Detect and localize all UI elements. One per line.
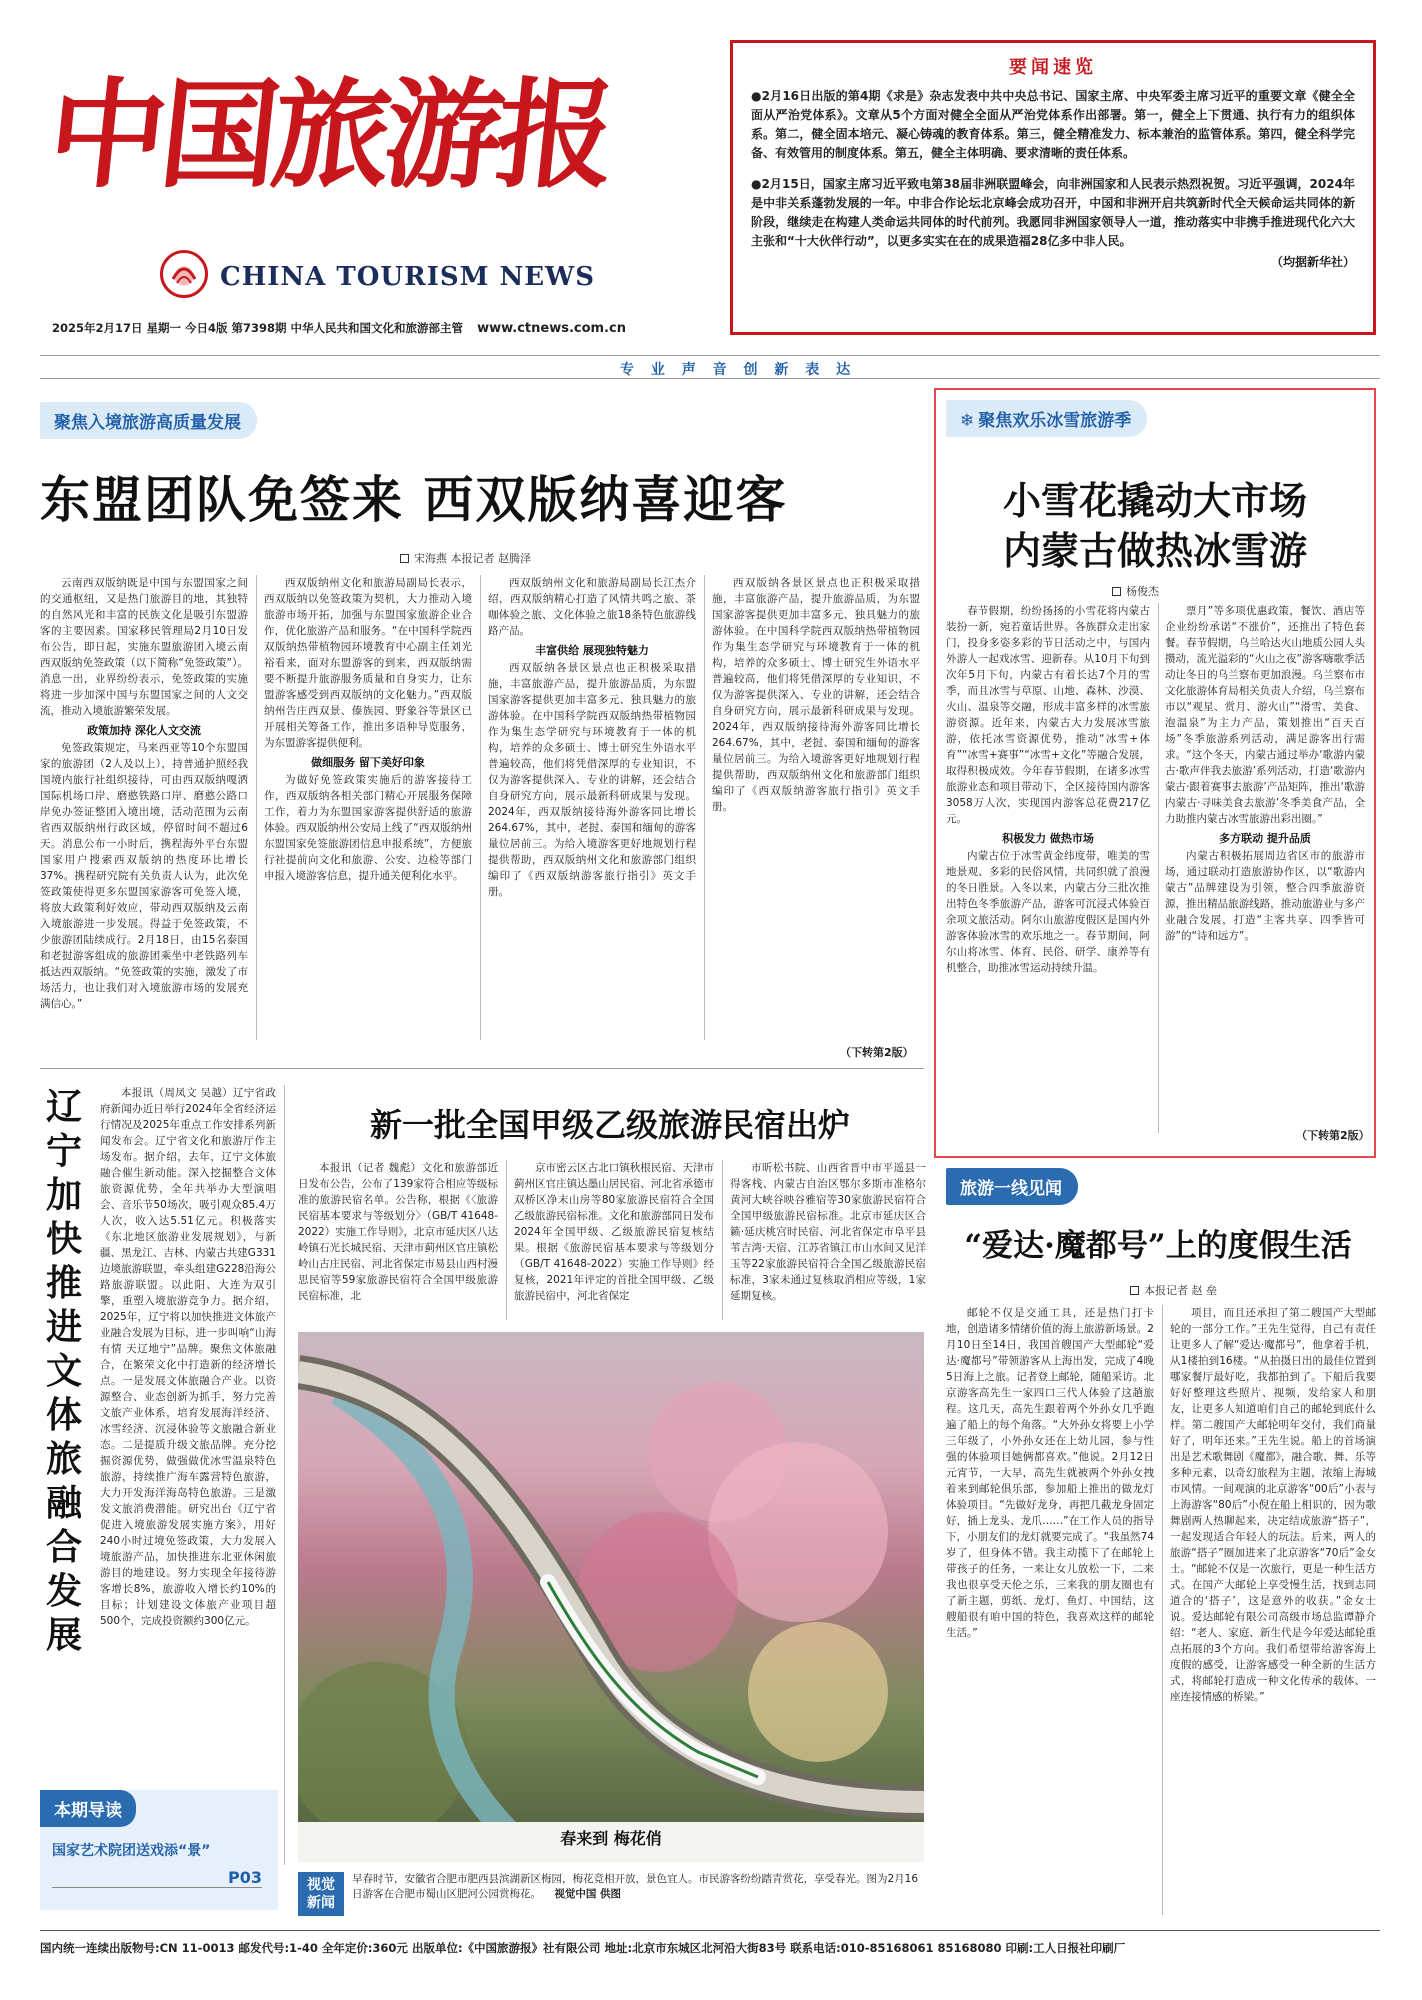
homestay-col1-para: 本报讯（记者 魏彪）文化和旅游部近日发布公告，公布了139家符合相应等级标准的旅游民宿名单。公告称，根据《〈旅游民宿基本要求与等级划分〉（GB/T 41648-2022）实施工作导则》，北京市延庆区八达岭镇石光长城民宿、天津市蓟州区官庄镇松岭山古庄民宿、河北省保定市易县山西村漫思民宿等59家旅游民宿符合全国甲级旅游民宿标准，北 bbox=[298, 1162, 498, 1302]
lead-col2b-para: 为做好免签政策实施后的游客接待工作，西双版纳各相关部门精心开展服务保障工作，着力为东盟国家游客提供舒适的旅游体验。西双版纳州公安局上线了“西双版纳州东盟国家免签旅游团信息申报系统”，方便旅行社提前向文化和旅游、公安、边检等部门申报入境游客信息，提升通关便利化水平。 bbox=[264, 774, 472, 882]
homestay-col-1 bbox=[298, 1160, 498, 1320]
homestay-col-2 bbox=[514, 1160, 714, 1320]
masthead-title: 中国旅游报 bbox=[41, 65, 617, 204]
homestay-col-3 bbox=[730, 1160, 926, 1320]
guide-title: 本期导读 bbox=[40, 1790, 136, 1827]
footer-rule bbox=[40, 1930, 1380, 1931]
lead-col2-para: 西双版纳州文化和旅游局副局长表示，西双版纳以免签政策为契机，大力推动入境旅游市场开拓，加强与东盟国家旅游企业合作，优化旅游产品和服务。“在中国科学院西双版纳热带植物园环境教育中心副主任刘光裕看来，面对东盟游客的到来，西双版纳需要不断提升旅游服务质量和自身实力，让东盟游客感受到西双版纳的文化魅力。”西双版纳州告庄西双景、傣族园、野象谷等景区已开展相关筹备工作，推出多语种导览服务，为东盟游客提供便利。 bbox=[264, 577, 472, 749]
photo-caption bbox=[352, 1872, 922, 1902]
headlines-box bbox=[730, 40, 1376, 335]
lead-headline: 东盟团队免签来 西双版纳喜迎客 bbox=[40, 470, 788, 529]
rule bbox=[704, 575, 705, 1040]
lead-subhead-3: 丰富供给 展现独特魅力 bbox=[535, 644, 649, 657]
liaoning-headline: 辽宁加快推进文体旅融合发展 bbox=[46, 1086, 83, 1656]
liaoning-text bbox=[100, 1085, 276, 1745]
rule bbox=[480, 575, 481, 1040]
masthead-dateline bbox=[52, 320, 626, 336]
photo-illustration bbox=[298, 1332, 924, 1862]
lead-col3b-para: 西双版纳各景区景点也正积极采取措施，丰富旅游产品，提升旅游品质，为东盟国家游客提供更加丰富多元、独具魅力的旅游体验。在中国科学院西双版纳热带植物园作为集生态学研究与环境教育于一体的机构，培养的众多硕士、博士研究生外语水平普遍较高，他们将凭借深厚的专业知识，不仅为游客提供深入、专业的讲解，还会结合自身研究方向，展示最新科研成果与发现。2024年，西双版纳接待海外游客同比增长264.67%，其中，老挝、泰国和缅甸的游客量位居前三。为给入境游客更好地规划行程提供帮助，西双版纳州文化和旅游部门组织编印了《西双版纳游客旅行指引》英文手册。 bbox=[488, 662, 696, 898]
divider bbox=[40, 1068, 924, 1069]
lead-col3-para: 西双版纳州文化和旅游局副局长江杰介绍，西双版纳精心打造了风情共鸣之旅、茶咖体验之旅、文化体验之旅18条特色旅游线路产品。 bbox=[488, 577, 696, 637]
rule bbox=[1158, 603, 1159, 1133]
masthead-logo bbox=[160, 250, 208, 298]
snow-col2b-para: 内蒙古积极拓展周边省区市的旅游市场，通过联动打造旅游协作区，以“歌游内蒙古”品牌建设为引领，整合四季旅游资源，推出精品旅游线路，推动旅游业与多产业融合发展，打造“主客共享、四季皆可游”的“诗和远方”。 bbox=[1165, 850, 1365, 942]
ship-col-2 bbox=[1170, 1305, 1376, 1915]
snow-col1b-para: 内蒙古位于冰雪黄金纬度带，唯美的雪地景观、多彩的民俗风情，共同织就了浪漫的冬日胜景。入冬以来，内蒙古分三批次推出特色冬季旅游产品，游客可沉浸式体验百余项文旅活动。阿尔山旅游度假区是国内外游客体验冰雪的欢乐地之一。春节期间，阿尔山将冰雪、体育、民俗、研学、康养等有机整合，助推冰雪运动持续升温。 bbox=[946, 850, 1150, 974]
snow-col2-para: 票月”等多项优惠政策，餐饮、酒店等企业纷纷承诺“不涨价”，还推出了特色套餐。春节假期，乌兰哈达火山地质公园人头攒动，流光溢彩的“火山之夜”游客嗨歌季活动让冬日的乌兰察布更加浪漫。乌兰察布市文化旅游体育局相关负责人介绍，乌兰察布市以“观星、赏月、游火山”“滑雪、美食、泡温泉”为主力产品，策划推出“百天百场”冬季旅游系列活动，满足游客出行需求。“这个冬天，内蒙古通过举办‘歌游内蒙古·歌声伴我去旅游’系列活动，打造‘歌游内蒙古·跟着赛事去旅游’产品矩阵，推出‘歌游内蒙古·寻味美食去旅游’冬季美食产品，全力助推内蒙古冰雪旅游出彩出圈。” bbox=[1165, 605, 1365, 825]
guide-page[interactable] bbox=[52, 1868, 262, 1888]
headlines-item-2: ●2月15日，国家主席习近平致电第38届非洲联盟峰会，向非洲国家和人民表示热烈祝贺。习近平强调，2024年是中非关系蓬勃发展的一年。中非合作论坛北京峰会成功召开，中国和非洲开启共筑新时代全天候命运共同体的新阶段，继续走在构建人类命运共同体的时代前列。我愿同非洲国家领导人一道，推动落实中非携手推进现代化六大主张和“十大伙伴行动”，以更多实实在在的成果造福28亿多中非人民。 bbox=[751, 177, 1355, 248]
slogan-strip bbox=[40, 355, 1380, 379]
snow-subhead-1: 积极发力 做热市场 bbox=[1002, 832, 1094, 845]
snow-col-1 bbox=[946, 603, 1150, 1133]
photo-caption-title: 春来到 梅花俏 bbox=[560, 1829, 662, 1848]
lead-col-1 bbox=[40, 575, 248, 1040]
lead-byline bbox=[400, 550, 531, 566]
ship-byline bbox=[1130, 1282, 1217, 1298]
footer-info: 国内统一连续出版物号:CN 11-0013 邮发代号:1-40 全年定价:360元 出版单位:《中国旅游报》社有限公司 地址:北京市东城区北河沿大街83号 联系电话:010-85168061 85168080 印刷:工人日报社印刷厂 bbox=[40, 1941, 1126, 1955]
snow-col-2 bbox=[1165, 603, 1365, 1123]
dateline-text: 2025年2月17日 星期一 今日4版 第7398期 中华人民共和国文化和旅游部主管 bbox=[52, 321, 464, 335]
snow-continued[interactable]: （下转第2版） bbox=[1296, 1129, 1370, 1142]
guide-item[interactable]: 国家艺术院团送戏添“景” bbox=[52, 1843, 211, 1859]
lead-continued[interactable]: （下转第2版） bbox=[840, 1046, 914, 1059]
liaoning-para: 本报讯（周凤文 吴越）辽宁省政府新闻办近日举行2024年全省经济运行情况及2025年重点工作安排系列新闻发布会。辽宁省文化和旅游厅作主场发布。据介绍，去年，辽宁文体旅融合催生新动能。深入挖掘整合文体旅资源优势，全年共举办大型演唱会、音乐节50场次，吸引观众85.4万人次，收入达5.51亿元。积极落实《东北地区旅游业发展规划》，与新疆、黑龙江、吉林、内蒙古共建G331边境旅游联盟，牵头组建G228沿海公路旅游联盟。以此阳、大连为双引擎，重塑入境旅游竞争力。据介绍，2025年，辽宁将以加快推进文体旅产业融合发展为目标，进一步叫响“山海有情 天辽地宁”品牌。聚焦文体旅融合，在繁荣文化中打造新的经济增长点。一是发展文体旅融合产业。以资源整合、业态创新为抓手，努力完善文旅产业体系，培育发展海洋经济、冰雪经济、沉浸体验等文旅融合新业态。二是提质升级文旅品牌。充分挖掘资源优势，做强做优冰雪温泉特色旅游，持续推广海车露营特色旅游，大力开发海洋海岛特色旅游。三是激发文旅消费潜能。研究出台《辽宁省促进入境旅游发展实施方案》，用好240小时过境免签政策，大力发展入境旅游产品，加快推进东北亚休闲旅游目的地建设。努力实现全年接待游客增长8%，旅游收入增长约10%的目标；计划建设文体旅产业项目超500个，完成投资额约300亿元。 bbox=[100, 1087, 276, 1627]
section-tag-inbound: 聚焦入境旅游高质量发展 bbox=[40, 402, 257, 439]
lead-subhead-2: 做细服务 留下美好印象 bbox=[311, 756, 425, 769]
snow-byline bbox=[1112, 583, 1159, 599]
homestay-col2-para: 京市密云区古北口镇秋根民宿、天津市蓟州区官庄镇达墨山居民宿、河北省承德市双桥区净末山房等80家旅游民宿符合全国乙级旅游民宿标准。文化和旅游部同日发布2024年全国甲级、乙级旅游民宿复核结果。根据《旅游民宿基本要求与等级划分（GB/T 41648-2022）实施工作导则》经复核，2021年评定的首批全国甲级、乙级旅游民宿中，河北省保定 bbox=[514, 1162, 714, 1302]
rule bbox=[506, 1160, 507, 1320]
photo-credit: 视觉中国 供图 bbox=[554, 1888, 621, 1900]
ship-byline-text: 本报记者 赵 垒 bbox=[1144, 1284, 1217, 1297]
logo-swirl-icon bbox=[163, 253, 205, 295]
headlines-box-title: 要闻速览 bbox=[1009, 57, 1097, 78]
lead-col-3 bbox=[488, 575, 696, 1040]
snow-section-label: 聚焦欢乐冰雪旅游季 bbox=[978, 411, 1132, 431]
snow-col1-para: 春节假期，纷纷扬扬的小雪花将内蒙古装扮一新，宛若童话世界。各族群众走出家门，投身多姿多彩的节日活动之中，与国内外游人一起戏冰雪、迎新春。从10月下旬到次年5月下旬，内蒙古有着长达7个月的雪季，而且冰雪与草原、山地、森林、沙漠、火山、温泉等交融，形成丰富多样的冰雪旅游资源。近年来，内蒙古大力发展冰雪旅游，依托冰雪资源优势，推动“冰雪+体育”“冰雪+赛事”“冰雪+文化”等融合发展，取得积极成效。今年春节假期，在诸多冰雪旅游业态和项目带动下，全区接待国内游客3058万人次，实现国内游客总花费217亿元。 bbox=[946, 605, 1150, 825]
headlines-source: （均据新华社） bbox=[1270, 255, 1355, 269]
ship-col1-para: 邮轮不仅是交通工具，还是热门打卡地，创造诸多情绪价值的海上旅游新场景。2月10日至14日，我国首艘国产大型邮轮“爱达·魔都号”带领游客从上海出发，完成了4晚5日海上之旅。记者登上邮轮，随船采访。北京游客高先生一家四口三代人体验了这趟旅程。这几天，高先生跟着两个外孙女几乎跑遍了船上的每个角落。“大外孙女将要上小学三年级了，小外孙女还在上幼儿园，参与性强的体验项目她俩都喜欢。”他说。2月12日元宵节，一大早，高先生就被两个外孙女拽着来到邮轮俱乐部，参加船上推出的做龙灯体验项目。“先做好龙身，再把几截龙身固定好，插上龙头、龙爪……”在工作人员的指导下，小朋友们的龙灯就要完成了。“我虽然74岁了，但身体不错。我主动揽下了在邮轮上带孩子的任务，一来让女儿放松一下，二来我也很享受天伦之乐，三来我的朋友圈也有了新主题，剪纸、龙灯、鱼灯、中国结，这艘船很有咱中国的特色，我喜欢这样的邮轮生活。” bbox=[946, 1307, 1154, 1639]
news-photo bbox=[298, 1332, 924, 1862]
lead-col1-para: 云南西双版纳既是中国与东盟国家之间的交通枢纽，又是热门旅游目的地，其独特的自然风光和丰富的民族文化是吸引东盟游客的主要因素。国家移民管理局2月10日发布公告，即日起，实施东盟旅游团入境云南西双版纳免签政策（以下简称“免签政策”）。消息一出，业界纷纷表示，免签政策的实施将进一步加深中国与东盟国家之间的人文交流，推动入境旅游繁荣发展。 bbox=[40, 577, 248, 717]
lead-subhead-1: 政策加持 深化人文交流 bbox=[87, 724, 201, 737]
snow-headline-1: 小雪花撬动大市场 bbox=[1002, 478, 1307, 523]
snow-byline-text: 杨俊杰 bbox=[1126, 585, 1159, 598]
section-tag-frontline: 旅游一线见闻 bbox=[946, 1168, 1078, 1205]
masthead-english: CHINA TOURISM NEWS bbox=[220, 262, 596, 292]
ship-headline: “爱达·魔都号”上的度假生活 bbox=[964, 1228, 1352, 1264]
homestay-headline: 新一批全国甲级乙级旅游民宿出炉 bbox=[369, 1106, 850, 1144]
headlines-item-1: ●2月16日出版的第4期《求是》杂志发表中共中央总书记、国家主席、中央军委主席习近平的重要文章《健全全面从严治党体系》。文章从5个方面对健全全面从严治党体系作出部署。第一，健全上下贯通、执行有力的组织体系。第二，健全固本培元、凝心铸魂的教育体系。第三，健全精准发力、标本兼治的监管体系。第四，健全科学完备、有效管用的制度体系。第五，健全主体明确、要求清晰的责任体系。 bbox=[751, 89, 1355, 160]
lead-col4-para: 西双版纳各景区景点也正积极采取措施，丰富旅游产品，提升旅游品质，为东盟国家游客提供更加丰富多元、独具魅力的旅游体验。在中国科学院西双版纳热带植物园作为集生态学研究与环境教育于一体的机构，培养的众多硕士、博士研究生外语水平普遍较高，他们将凭借深厚的专业知识，不仅为游客提供深入、专业的讲解，还会结合自身研究方向，展示最新科研成果与发现。2024年，西双版纳接待海外游客同比增长264.67%，其中，老挝、泰国和缅甸的游客量位居前三。为给入境游客更好地规划行程提供帮助，西双版纳州文化和旅游部门组织编印了《西双版纳游客旅行指引》英文手册。 bbox=[712, 577, 920, 813]
lead-col-4 bbox=[712, 575, 920, 1040]
lead-col-2 bbox=[264, 575, 472, 1040]
lead-byline-text: 宋海燕 本报记者 赵腾泽 bbox=[414, 552, 531, 565]
slogan-text: 专 业 声 音 创 新 表 达 bbox=[620, 362, 857, 378]
ship-col2-para: 项目，而且还承担了第二艘国产大型邮轮的一部分工作。”王先生觉得，自己有责任让更多人了解“爱达·魔都号”，他拿着手机，从1楼拍到16楼。“从拍摄日出的最佳位置到哪家餐厅最好吃，我都拍到了。下船后我要好好整理这些照片、视频，发给家人和朋友，让更多人知道咱们自己的邮轮到底什么样。第二艘国产大邮轮明年交付，我们商量好了，明年还来。”王先生说。船上的首场演出是艺术歌舞剧《魔都》，融合歌、舞、乐等多种元素，以奇幻旅程为主题，浓缩上海城市风情。一间观演的北京游客“00后”小表与上海游客“80后”小倪在船上相识的，因为歌舞剧两人热聊起来，决定结成旅游“搭子”，一起发现适合年轻人的玩法。后来，两人的旅游“搭子”圈加进来了北京游客“70后”金女士。“邮轮不仅是一次旅行，更是一种生活方式。在国产大邮轮上享受慢生活，找到志同道合的‘搭子’，这是意外的收获。”金女士说。爱达邮轮有限公司高级市场总监谭静介绍：“老人、家庭、新生代是今年爱达邮轮重点拓展的3个方向。我们希望带给游客海上度假的感受，让游客感受一种全新的生活方式，将邮轮打造成一种文化传承的载体、一座连接情感的桥梁。” bbox=[1170, 1307, 1376, 1703]
snowflake-icon: ❄ bbox=[960, 411, 975, 431]
website-link[interactable]: www.ctnews.com.cn bbox=[477, 321, 626, 336]
photo-caption-text: 早春时节，安徽省合肥市肥西县滨湖新区梅园，梅花竞相开放，景色宜人。市民游客纷纷踏青赏花，享受春光。图为2月16日游客在合肥市蜀山区肥河公园赏梅花。 bbox=[352, 1873, 919, 1900]
ship-col-1 bbox=[946, 1305, 1154, 1915]
rule bbox=[722, 1160, 723, 1320]
guide-box bbox=[40, 1790, 278, 1910]
photo-badge: 视觉新闻 bbox=[298, 1872, 344, 1916]
guide-page-number: P03 bbox=[228, 1868, 262, 1887]
snow-headline-2: 内蒙古做热冰雪游 bbox=[1002, 528, 1307, 573]
rule bbox=[256, 575, 257, 1040]
snow-subhead-2: 多方联动 提升品质 bbox=[1219, 832, 1311, 845]
section-tag-snow bbox=[946, 400, 1147, 437]
masthead bbox=[40, 30, 730, 350]
lead-col1b-para: 免签政策规定，马来西亚等10个东盟国家的旅游团（2人及以上），持普通护照经我国境内旅行社组织接待，可由西双版纳嘎洒国际机场口岸、磨憨铁路口岸、磨憨公路口岸免办签证整团入境出境，活动范围为云南省西双版纳州行政区域，停留时间不超过6天。消息公布一小时后，携程海外平台东盟国家用户搜索西双版纳的热度环比增长37%。携程研究院有关负责人认为，此次免签政策使得更多东盟国家游客可免签入境，将放大政策利好效应，带动西双版纳及云南入境旅游进一步发展。得益于免签政策，不少旅游团陆续成行。2月18日，由15名泰国和老挝游客组成的旅游团乘坐中老铁路列车抵达西双版纳。“免签政策的实施，激发了市场活力，也让我们对入境旅游市场的发展充满信心。” bbox=[40, 742, 248, 1010]
rule bbox=[1162, 1305, 1163, 1915]
homestay-col3-para: 市昕松书院、山西省晋中市平遥县一得客栈、内蒙古自治区鄂尔多斯市准格尔黄河大峡谷映谷雅宿等30家旅游民宿符合全国甲级旅游民宿标准。北京市延庆区合籁·延庆桃宫时民宿、河北省保定市阜平县苇吉湾·天宿、江苏省镇江市山水间又见洋玉等22家旅游民宿符合全国乙级旅游民宿标准，3家未通过复核取消相应等级，1家延期复核。 bbox=[730, 1162, 926, 1302]
rule bbox=[284, 1085, 285, 1865]
